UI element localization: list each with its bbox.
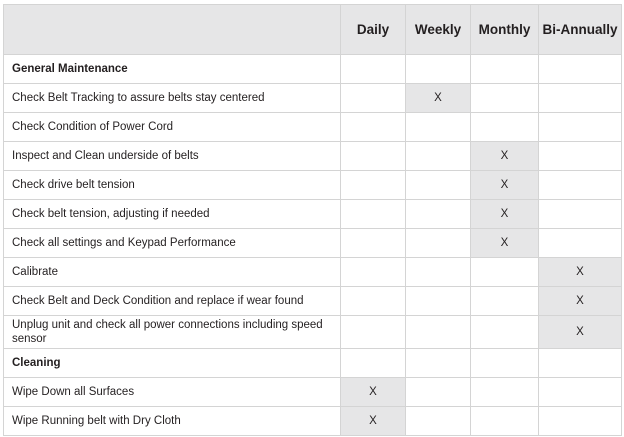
monthly-mark-cell	[471, 316, 539, 349]
header-task	[4, 5, 341, 55]
monthly-mark-cell: X	[471, 142, 539, 171]
weekly-mark-cell	[406, 171, 471, 200]
monthly-mark-cell	[471, 84, 539, 113]
header-daily: Daily	[341, 5, 406, 55]
daily-mark-cell: X	[341, 407, 406, 436]
weekly-mark-cell: X	[406, 84, 471, 113]
biannually-mark-cell	[539, 171, 622, 200]
weekly-mark-cell	[406, 55, 471, 84]
daily-mark-cell	[341, 349, 406, 378]
table-row	[4, 142, 622, 171]
weekly-mark-cell	[406, 407, 471, 436]
biannually-mark-cell	[539, 407, 622, 436]
table-row	[4, 316, 622, 349]
biannually-mark-cell	[539, 142, 622, 171]
table-row	[4, 407, 622, 436]
weekly-mark-cell	[406, 349, 471, 378]
biannually-mark-cell	[539, 113, 622, 142]
task-label: Calibrate	[4, 258, 341, 287]
section-row	[4, 55, 622, 84]
monthly-mark-cell	[471, 113, 539, 142]
weekly-mark-cell	[406, 316, 471, 349]
monthly-mark-cell: X	[471, 229, 539, 258]
task-label: Check all settings and Keypad Performance	[4, 229, 341, 258]
table-row	[4, 258, 622, 287]
section-row	[4, 349, 622, 378]
daily-mark-cell	[341, 171, 406, 200]
daily-mark-cell	[341, 113, 406, 142]
task-label: Check drive belt tension	[4, 171, 341, 200]
daily-mark-cell	[341, 287, 406, 316]
biannually-mark-cell	[539, 55, 622, 84]
weekly-mark-cell	[406, 200, 471, 229]
table-body	[4, 55, 622, 436]
monthly-mark-cell	[471, 287, 539, 316]
monthly-mark-cell	[471, 55, 539, 84]
task-label: Check Belt Tracking to assure belts stay centered	[4, 84, 341, 113]
task-label: Check Belt and Deck Condition and replace if wear found	[4, 287, 341, 316]
task-label: Unplug unit and check all power connections including speed sensor	[4, 316, 341, 349]
monthly-mark-cell	[471, 378, 539, 407]
weekly-mark-cell	[406, 287, 471, 316]
daily-mark-cell	[341, 84, 406, 113]
monthly-mark-cell	[471, 258, 539, 287]
header-monthly: Monthly	[471, 5, 539, 55]
task-label: Wipe Running belt with Dry Cloth	[4, 407, 341, 436]
table-row	[4, 200, 622, 229]
table-row	[4, 229, 622, 258]
daily-mark-cell	[341, 258, 406, 287]
biannually-mark-cell: X	[539, 258, 622, 287]
biannually-mark-cell	[539, 229, 622, 258]
weekly-mark-cell	[406, 229, 471, 258]
daily-mark-cell	[341, 200, 406, 229]
table-row	[4, 84, 622, 113]
biannually-mark-cell: X	[539, 316, 622, 349]
section-heading: General Maintenance	[4, 55, 341, 84]
table-row	[4, 378, 622, 407]
task-label: Check belt tension, adjusting if needed	[4, 200, 341, 229]
monthly-mark-cell	[471, 349, 539, 378]
header-weekly: Weekly	[406, 5, 471, 55]
daily-mark-cell	[341, 55, 406, 84]
task-label: Inspect and Clean underside of belts	[4, 142, 341, 171]
header-row	[4, 5, 622, 55]
task-label: Check Condition of Power Cord	[4, 113, 341, 142]
biannually-mark-cell: X	[539, 287, 622, 316]
daily-mark-cell	[341, 142, 406, 171]
daily-mark-cell: X	[341, 378, 406, 407]
biannually-mark-cell	[539, 378, 622, 407]
daily-mark-cell	[341, 229, 406, 258]
weekly-mark-cell	[406, 142, 471, 171]
weekly-mark-cell	[406, 258, 471, 287]
biannually-mark-cell	[539, 349, 622, 378]
weekly-mark-cell	[406, 378, 471, 407]
biannually-mark-cell	[539, 200, 622, 229]
section-heading: Cleaning	[4, 349, 341, 378]
table-row	[4, 113, 622, 142]
monthly-mark-cell: X	[471, 171, 539, 200]
monthly-mark-cell	[471, 407, 539, 436]
daily-mark-cell	[341, 316, 406, 349]
table-row	[4, 287, 622, 316]
biannually-mark-cell	[539, 84, 622, 113]
weekly-mark-cell	[406, 113, 471, 142]
maintenance-schedule-table	[3, 4, 622, 436]
header-biannually: Bi-Annually	[539, 5, 622, 55]
task-label: Wipe Down all Surfaces	[4, 378, 341, 407]
monthly-mark-cell: X	[471, 200, 539, 229]
table-row	[4, 171, 622, 200]
